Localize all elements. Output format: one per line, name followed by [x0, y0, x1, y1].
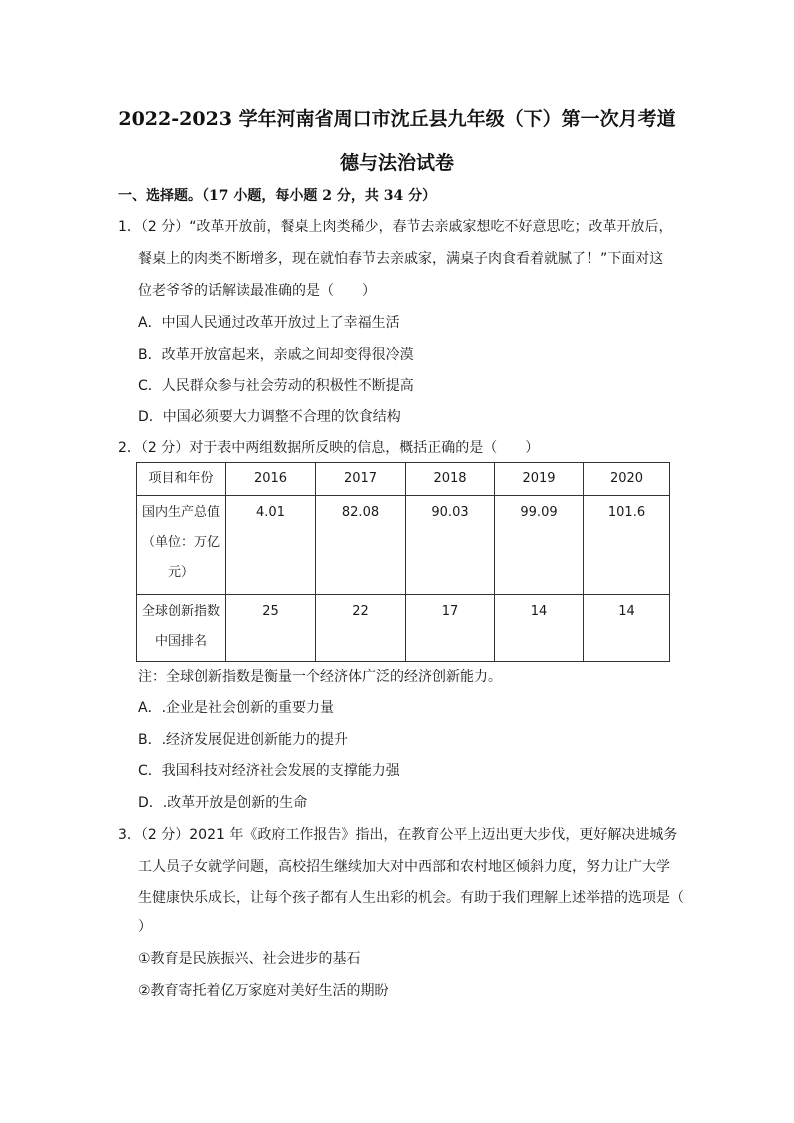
q3-item-2: ②教育寄托着亿万家庭对美好生活的期盼 [138, 983, 389, 999]
table-cell: 90.03 [406, 496, 495, 595]
q3-item-1: ①教育是民族振兴、社会进步的基石 [138, 951, 361, 967]
q1-option-c: C．人民群众参与社会劳动的积极性不断提高 [138, 378, 414, 394]
q1-option-a: A．中国人民通过改革开放过上了幸福生活 [138, 315, 400, 331]
table-header-cell: 2020 [584, 463, 670, 496]
q1-stem-line-2: 餐桌上的肉类不断增多，现在就怕春节去亲戚家，满桌子肉食看着就腻了！”下面对这 [138, 251, 664, 267]
row-label-line: 国内生产总值 [141, 505, 220, 520]
q2-option-c: C．我国科技对经济社会发展的支撑能力强 [138, 763, 400, 779]
table-cell: 14 [584, 595, 670, 662]
q2-option-a: A．.企业是社会创新的重要力量 [138, 700, 335, 716]
q1-stem-line-1: 1．（2 分）“改革开放前，餐桌上肉类稀少，春节去亲戚家想吃不好意思吃；改革开放后， [118, 219, 673, 235]
table-cell: 4.01 [226, 496, 316, 595]
table-cell: 17 [406, 595, 495, 662]
q3-stem-line-1: 3．（2 分）2021 年《政府工作报告》指出，在教育公平上迈出更大步伐，更好解决进城务 [118, 827, 678, 843]
table-row [137, 595, 670, 662]
table-header-cell: 项目和年份 [137, 463, 226, 496]
exam-title-line-1: 2022-2023 学年河南省周口市沈丘县九年级（下）第一次月考道 [118, 108, 676, 130]
q3-stem-line-4: ） [138, 919, 152, 935]
table-header-cell: 2018 [406, 463, 495, 496]
row-label-line: （单位：万亿 [141, 535, 220, 550]
table-cell: 101.6 [584, 496, 670, 595]
q2-stem: 2．（2 分）对于表中两组数据所反映的信息，概括正确的是（ ） [118, 440, 540, 456]
table-cell: 82.08 [316, 496, 406, 595]
table-cell: 25 [226, 595, 316, 662]
q1-option-b: B．改革开放富起来，亲戚之间却变得很冷漠 [138, 347, 414, 363]
row-label-line: 中国排名 [154, 634, 207, 649]
q2-data-table [136, 462, 670, 662]
table-header-cell: 2019 [495, 463, 584, 496]
q2-option-d: D．.改革开放是创新的生命 [138, 795, 308, 811]
exam-title-line-2: 德与法治试卷 [339, 152, 454, 174]
q3-stem-line-2: 工人员子女就学问题，高校招生继续加大对中西部和农村地区倾斜力度，努力让广大学 [138, 859, 670, 875]
q1-stem-line-3: 位老爷爷的话解读最准确的是（ ） [138, 283, 376, 299]
q2-table-note: 注：全球创新指数是衡量一个经济体广泛的经济创新能力。 [138, 669, 502, 685]
table-cell: 99.09 [495, 496, 584, 595]
row-label-line: 元） [167, 565, 194, 580]
table-header-row [137, 463, 670, 496]
table-row-label [137, 496, 226, 595]
q3-stem-line-3: 生健康快乐成长，让每个孩子都有人生出彩的机会。有助于我们理解上述举措的选项是（ [138, 890, 684, 906]
table-header-cell: 2016 [226, 463, 316, 496]
table-cell: 22 [316, 595, 406, 662]
section-heading: 一、选择题。（17 小题，每小题 2 分，共 34 分） [118, 188, 437, 204]
q2-option-b: B．.经济发展促进创新能力的提升 [138, 732, 349, 748]
table-row [137, 496, 670, 595]
q1-option-d: D．中国必须要大力调整不合理的饮食结构 [138, 409, 401, 425]
table-header-cell: 2017 [316, 463, 406, 496]
table-row-label [137, 595, 226, 662]
row-label-line: 全球创新指数 [141, 604, 220, 619]
table-cell: 14 [495, 595, 584, 662]
